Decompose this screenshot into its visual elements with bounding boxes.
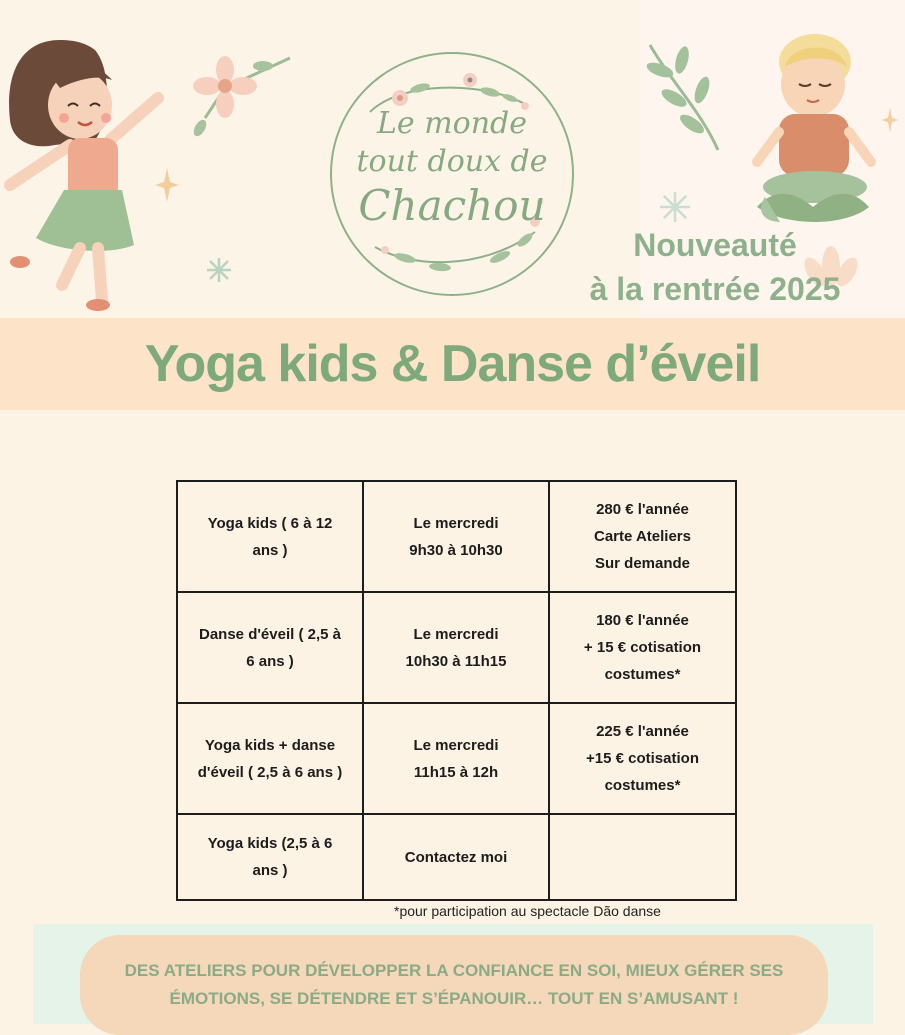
table-cell-price: [549, 592, 736, 703]
snowflake-icon: [207, 258, 231, 282]
announcement-line-2: à la rentrée 2025: [589, 271, 841, 307]
table-cell-price: [549, 481, 736, 592]
table-cell-price: [549, 814, 736, 900]
cell-line: + 15 € cotisation: [583, 639, 702, 656]
page-title: Yoga kids & Danse d’éveil: [144, 335, 761, 393]
cell-line: 6 ans ): [246, 652, 294, 670]
table-row: [177, 703, 736, 814]
snowflake-icon: [660, 192, 690, 222]
cell-line: Le mercredi: [413, 514, 499, 532]
tagline-line-1: DES ATELIERS POUR DÉVELOPPER LA CONFIANCE EN SOI, MIEUX GÉRER SES: [124, 961, 784, 980]
table-cell-when: [363, 703, 549, 814]
cell-line: 225 € l'année: [596, 723, 689, 740]
cell-line: ans ): [252, 862, 288, 879]
sparkle-icon: [155, 168, 179, 202]
cell-line: 10h30 à 11h15: [405, 652, 507, 670]
logo-line-1: Le monde: [377, 106, 527, 141]
cell-line: Carte Ateliers: [594, 528, 691, 545]
cell-line: +15 € cotisation: [586, 750, 699, 767]
table-row: [177, 592, 736, 703]
table-cell-activity: [177, 814, 363, 900]
footnote: *pour participation au spectacle Dão danse: [394, 903, 661, 919]
cell-line: 180 € l'année: [596, 612, 689, 629]
leaf-branch-icon: [640, 40, 725, 155]
cell-line: Danse d'éveil ( 2,5 à: [199, 625, 341, 643]
cell-line: Sur demande: [594, 555, 691, 572]
logo-line-3: Chachou: [358, 181, 546, 230]
table-cell-when: [363, 592, 549, 703]
cell-line: Yoga kids (2,5 à 6: [207, 835, 333, 852]
cell-line: Le mercredi: [413, 736, 499, 754]
logo-text: [332, 105, 572, 231]
sparkle-icon: [880, 108, 900, 132]
table-cell-when: [363, 481, 549, 592]
cell-line: Yoga kids ( 6 à 12: [207, 514, 333, 532]
dancing-girl-illustration: [0, 30, 170, 315]
table-row: [177, 481, 736, 592]
cell-line: Contactez moi: [404, 848, 508, 866]
cell-line: d'éveil ( 2,5 à 6 ans ): [197, 763, 343, 781]
cell-line: ans ): [252, 541, 288, 559]
table-cell-price: [549, 703, 736, 814]
schedule-table: [176, 480, 737, 901]
table-cell-activity: [177, 592, 363, 703]
table-cell-when: [363, 814, 549, 900]
cell-line: 9h30 à 10h30: [409, 541, 503, 559]
table-row: [177, 814, 736, 900]
cell-line: costumes*: [604, 666, 681, 683]
tagline-line-2: ÉMOTIONS, SE DÉTENDRE ET S’ÉPANOUIR… TOUT EN S’AMUSANT !: [169, 989, 739, 1008]
cell-line: 11h15 à 12h: [413, 763, 499, 781]
announcement-line-1: Nouveauté: [633, 227, 797, 263]
yoga-boy-illustration: [745, 22, 880, 237]
tagline: [90, 957, 818, 1013]
cell-line: costumes*: [604, 777, 681, 794]
cell-line: Yoga kids + danse: [204, 736, 336, 754]
logo-line-2: tout doux de: [356, 144, 548, 179]
cell-line: Le mercredi: [413, 625, 499, 643]
table-cell-activity: [177, 703, 363, 814]
cell-line: 280 € l'année: [596, 501, 689, 518]
table-cell-activity: [177, 481, 363, 592]
announcement: [555, 225, 875, 309]
flower-icon: [185, 48, 295, 148]
